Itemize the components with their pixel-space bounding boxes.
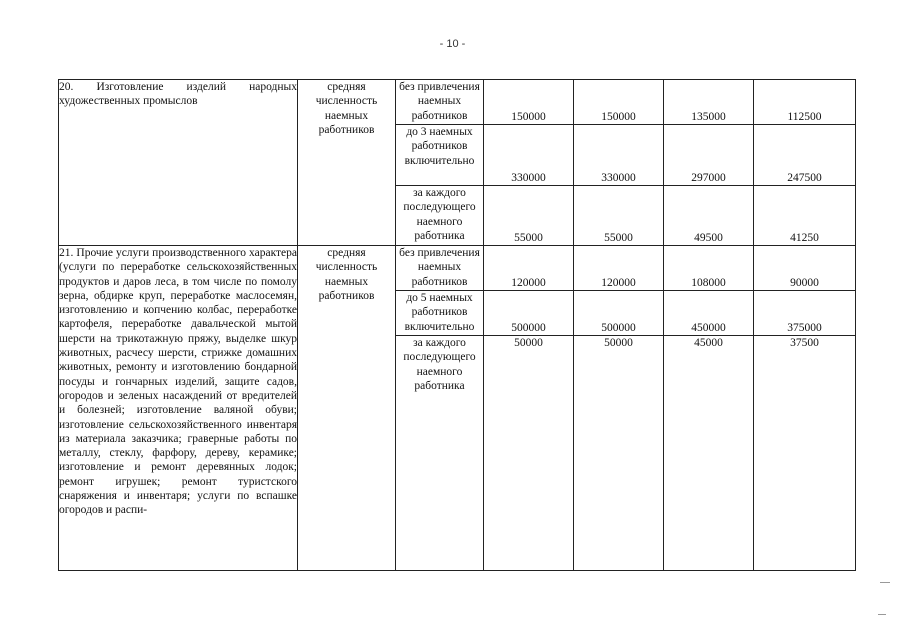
rate-value: 500000 [484, 291, 574, 336]
rate-value: 50000 [484, 336, 574, 571]
activity-description: 21. Прочие услуги производственного характера (услуги по переработке сельскохозяйственных продуктов и даров леса, в том числе по помолу зерна, обдирке круп, переработке маслосемян, изготовлению и копчению колбас, переработке картофеля, переработке давальческой мытой шерсти на трикотажную пряжу, выделке шкур животных, расчесу шерсти, стрижке домашних животных, ремонту и изготовлению бондарной посуды и гончарных изделий, защите садов, огородов и зеленых насаждений от вредителей и болезней; изготовление валяной обуви; изготовление сельскохозяйственного инвентаря из материала заказчика; граверные работы по металлу, стеклу, фарфору, дереву, керамике; изготовление и ремонт деревянных лодок; ремонт игрушек; ремонт туристского снаряжения и инвентаря; услуги по вспашке огородов и распи- [59, 246, 298, 571]
tier-label: за каждого последующего наемного работника [396, 186, 484, 246]
scan-mark [880, 582, 890, 583]
page-number: - 10 - [439, 38, 466, 50]
physical-indicator: средняя численность наемных работников [298, 80, 396, 246]
table-row [59, 246, 856, 291]
rate-value: 500000 [574, 291, 664, 336]
rate-value: 120000 [484, 246, 574, 291]
rate-value: 90000 [754, 246, 856, 291]
rate-value: 150000 [574, 80, 664, 125]
rate-value: 135000 [664, 80, 754, 125]
rate-value: 41250 [754, 186, 856, 246]
rate-value: 108000 [664, 246, 754, 291]
rate-value: 247500 [754, 125, 856, 186]
table-row [59, 80, 856, 125]
tier-label: за каждого последующего наемного работника [396, 336, 484, 571]
rate-value: 330000 [484, 125, 574, 186]
tier-label: до 5 наемных работников включительно [396, 291, 484, 336]
tier-label: без привлечения наемных работников [396, 80, 484, 125]
rate-value: 45000 [664, 336, 754, 571]
rate-value: 55000 [484, 186, 574, 246]
activity-description: 20. Изготовление изделий народных художественных промыслов [59, 80, 298, 246]
rate-value: 55000 [574, 186, 664, 246]
rate-value: 330000 [574, 125, 664, 186]
rate-value: 37500 [754, 336, 856, 571]
rate-value: 112500 [754, 80, 856, 125]
physical-indicator: средняя численность наемных работников [298, 246, 396, 571]
tier-label: без привлечения наемных работников [396, 246, 484, 291]
rate-value: 375000 [754, 291, 856, 336]
rate-value: 150000 [484, 80, 574, 125]
rate-value: 50000 [574, 336, 664, 571]
rate-value: 49500 [664, 186, 754, 246]
scan-mark [878, 614, 886, 615]
tax-rate-table [58, 79, 856, 571]
rate-value: 297000 [664, 125, 754, 186]
rate-value: 450000 [664, 291, 754, 336]
tier-label: до 3 наемных работников включительно [396, 125, 484, 186]
rate-value: 120000 [574, 246, 664, 291]
